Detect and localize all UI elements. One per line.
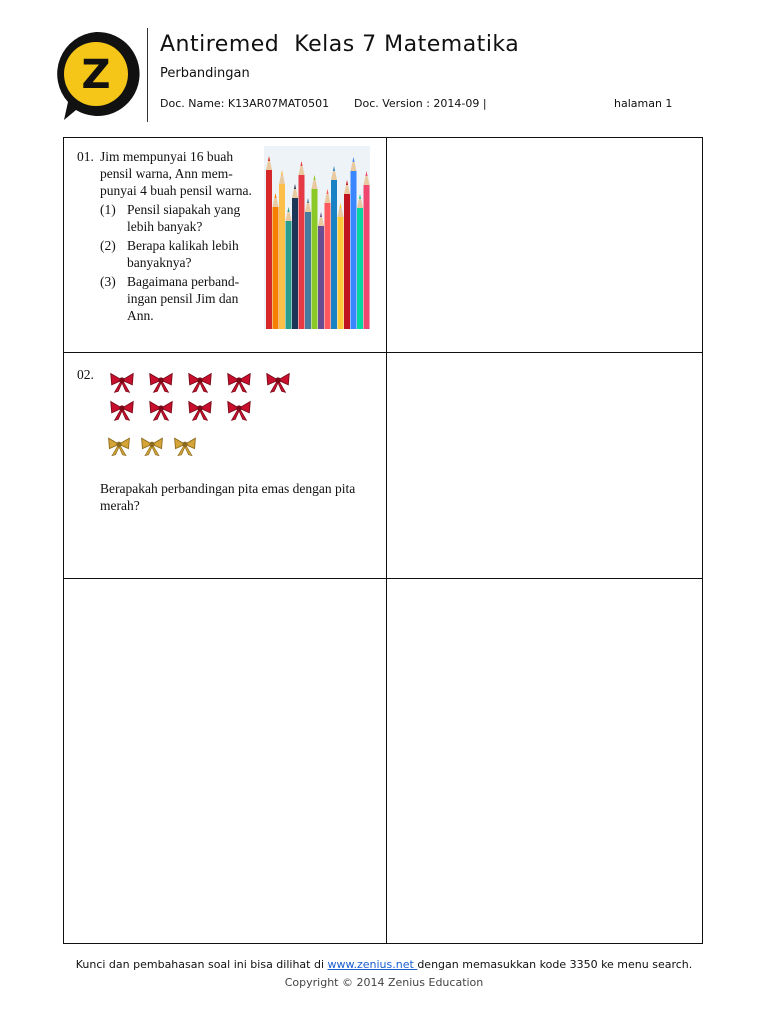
question-1-subitem	[100, 237, 262, 271]
gold-ribbon-icon	[139, 428, 165, 464]
red-ribbon-icon	[186, 398, 214, 422]
zenius-link[interactable]: www.zenius.net	[327, 958, 418, 971]
footer-text-pre: Kunci dan pembahasan soal ini bisa dilihat di	[75, 958, 328, 971]
footer-text-post: dengan memasukkan kode 3350 ke menu search.	[417, 958, 693, 971]
gold-ribbon-icon	[172, 428, 198, 464]
question-1-subitem	[100, 273, 262, 324]
doc-version: Doc. Version : 2014-09 |	[354, 97, 487, 110]
page-title: Antiremed Kelas 7 Matematika	[160, 32, 520, 57]
question-2-number: 02.	[77, 367, 94, 382]
header-divider	[147, 28, 148, 122]
zenius-logo	[52, 30, 140, 122]
red-ribbon-icon	[147, 370, 175, 394]
copyright: Copyright © 2014 Zenius Education	[284, 976, 484, 989]
red-ribbon-icon	[264, 370, 292, 394]
grid-row-line-1	[64, 352, 702, 353]
doc-name: Doc. Name: K13AR07MAT0501	[160, 97, 330, 110]
question-2-text: Berapakah perbandingan pita emas dengan pita merah?	[100, 481, 356, 513]
question-1-subitem	[100, 201, 262, 235]
subitem-text: Bagaimana perband-ingan pensil Jim dan Ann.	[127, 274, 240, 323]
question-grid	[63, 137, 703, 944]
question-1-body	[100, 148, 262, 324]
logo-letter: Z	[81, 52, 111, 98]
grid-vertical-line	[386, 138, 387, 943]
footer-note	[0, 958, 768, 971]
red-ribbon-icon	[225, 370, 253, 394]
page-subtitle: Perbandingan	[160, 66, 250, 81]
subitem-number: (3)	[100, 274, 116, 289]
gold-ribbon-icon	[106, 428, 132, 464]
page-number: halaman 1	[614, 97, 673, 110]
subitem-number: (2)	[100, 238, 116, 253]
subitem-number: (1)	[100, 202, 116, 217]
red-ribbon-icon	[108, 398, 136, 422]
subitem-text: Pensil siapakah yang lebih banyak?	[127, 202, 241, 234]
red-ribbon-icon	[108, 370, 136, 394]
grid-row-line-2	[64, 578, 702, 579]
question-1-text: Jim mempunyai 16 buah pensil warna, Ann mem-punyai 4 buah pensil warna.	[100, 149, 252, 198]
subitem-text: Berapa kalikah lebih banyaknya?	[127, 238, 239, 270]
question-1-number: 01.	[77, 149, 94, 164]
red-ribbon-icon	[147, 398, 175, 422]
colored-pencils-image	[264, 146, 370, 329]
red-ribbon-icon	[186, 370, 214, 394]
red-ribbon-icon	[225, 398, 253, 422]
